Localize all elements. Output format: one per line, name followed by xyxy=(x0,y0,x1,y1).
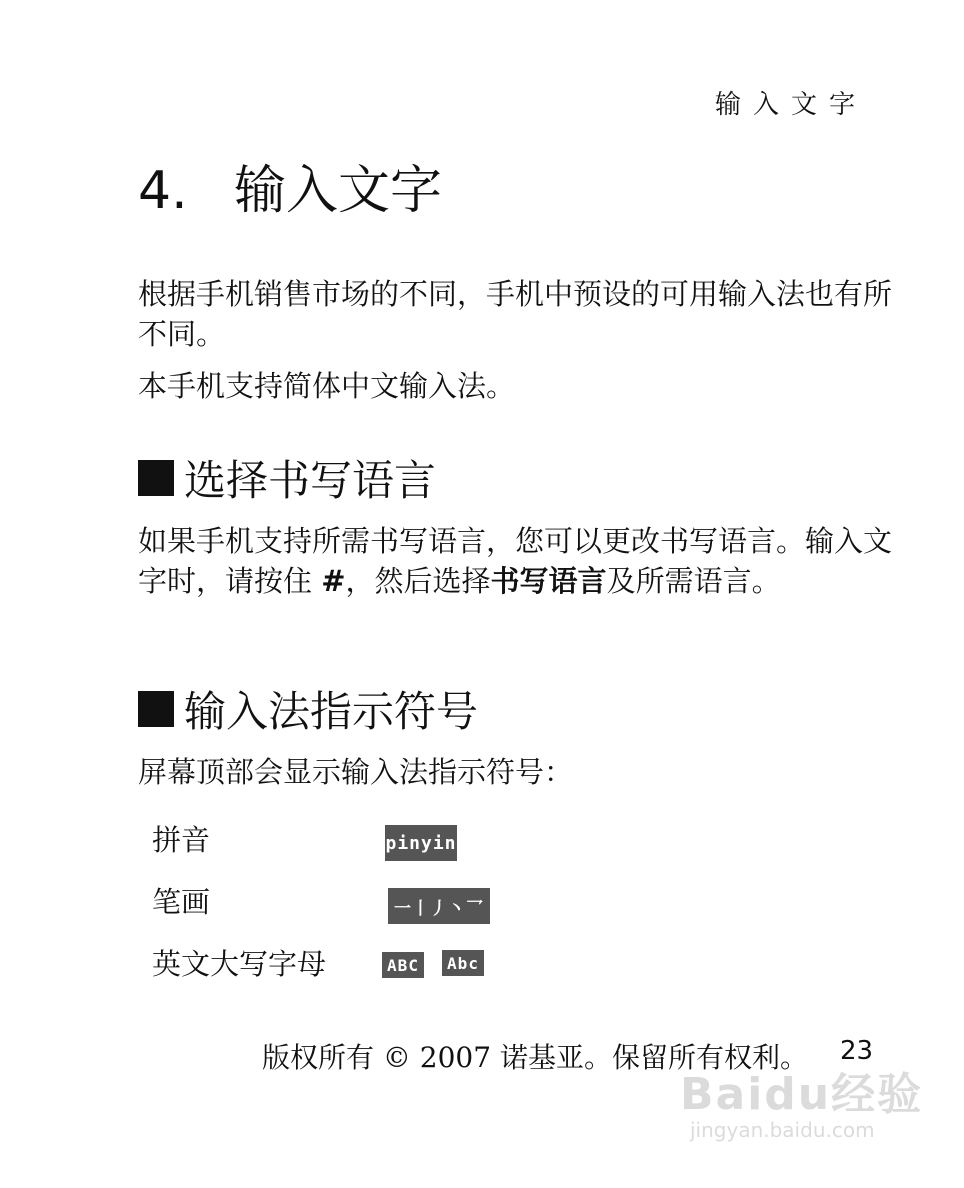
section-heading-text: 选择书写语言 xyxy=(184,456,437,505)
intro-paragraph-2: 本手机支持简体中文输入法。 xyxy=(138,369,516,403)
indicator-label-uppercase: 英文大写字母 xyxy=(152,947,327,981)
writing-language-paragraph xyxy=(138,521,918,601)
pinyin-indicator-icon: pinyin xyxy=(385,825,457,861)
hash-key: # xyxy=(321,564,346,598)
section-heading-writing-language xyxy=(138,448,436,508)
body-text: 及所需语言。 xyxy=(606,564,781,598)
indicator-label-pinyin: 拼音 xyxy=(152,823,211,857)
chapter-number: 4. xyxy=(138,161,188,221)
body-text: 如果手机支持所需书写语言，您可以更改书写语言。输入文字时，请按住 xyxy=(138,524,893,598)
indicators-paragraph: 屏幕顶部会显示输入法指示符号： xyxy=(138,755,574,789)
section-heading-input-indicators xyxy=(138,679,478,739)
stroke-indicator-icon: 一丨丿丶乛 xyxy=(388,888,490,924)
chapter-title xyxy=(138,148,442,223)
baidu-logo-icon: Baidu经验 xyxy=(680,1069,924,1120)
uppercase-abc-indicator-icon: ABC xyxy=(382,952,424,978)
watermark-url: jingyan.baidu.com xyxy=(690,1118,875,1142)
running-head: 输入文字 xyxy=(714,90,867,120)
square-bullet-icon xyxy=(138,691,174,727)
square-bullet-icon xyxy=(138,460,174,496)
sentence-case-abc-indicator-icon: Abc xyxy=(442,950,484,976)
indicator-label-stroke: 笔画 xyxy=(152,885,211,919)
intro-paragraph-1: 根据手机销售市场的不同，手机中预设的可用输入法也有所不同。 xyxy=(138,277,893,351)
body-text: ，然后选择 xyxy=(345,564,491,598)
page-number: 23 xyxy=(840,1036,874,1066)
section-heading-text: 输入法指示符号 xyxy=(184,687,479,736)
copyright-footer: 版权所有 © 2007 诺基亚。保留所有权利。 xyxy=(262,1041,808,1074)
chapter-title-text: 输入文字 xyxy=(234,161,443,221)
baidu-watermark xyxy=(680,1058,924,1142)
menu-option-writing-language: 书写语言 xyxy=(490,564,607,598)
